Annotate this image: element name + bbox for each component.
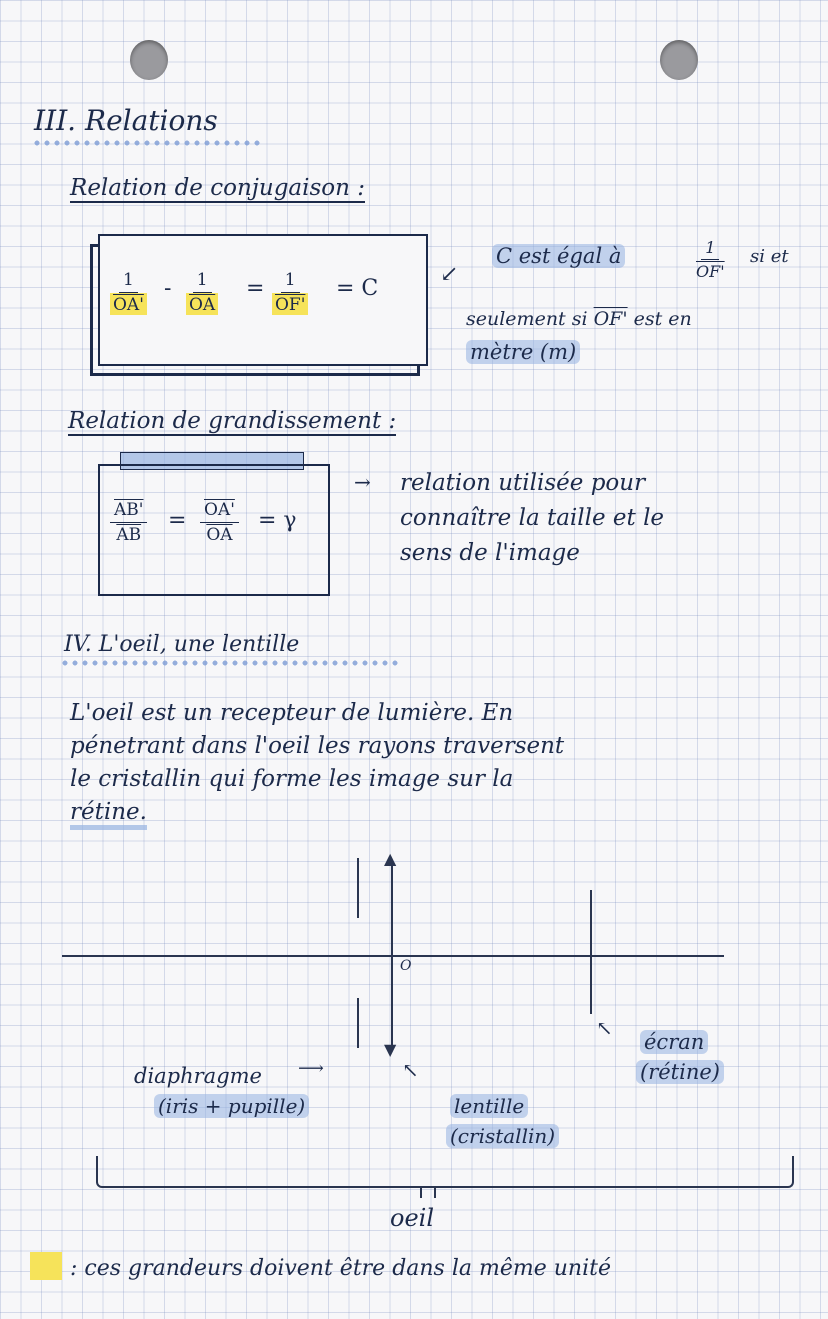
conjugation-heading: Relation de conjugaison : bbox=[70, 175, 366, 201]
conj-fraction-3: $\frac{1}{OF'}$ bbox=[272, 270, 308, 315]
eye-brace-tip bbox=[420, 1186, 436, 1198]
screen-label-2: (rétine) bbox=[636, 1060, 724, 1084]
screen-line bbox=[590, 890, 592, 1014]
conj-minus: - bbox=[164, 276, 172, 301]
lens-label-arrow: ↖ bbox=[402, 1058, 419, 1082]
grand-note-arrow: → bbox=[354, 470, 371, 494]
lens-line bbox=[391, 862, 393, 1048]
diaphragm-arrow: ⟶ bbox=[298, 1058, 324, 1079]
grand-fraction-1: $\frac{AB'}{AB}$ bbox=[110, 500, 147, 545]
grand-note-line2: connaître la taille et le bbox=[400, 505, 665, 531]
eye-brace bbox=[96, 1156, 794, 1188]
conj-fraction-1: $\frac{1}{OA'}$ bbox=[110, 270, 147, 315]
paragraph-line-4: rétine. bbox=[70, 799, 147, 825]
lens-arrow-up-icon: ▲ bbox=[384, 849, 397, 868]
conj-note-line3: mètre (m) bbox=[466, 340, 580, 364]
paragraph-line-1: L'oeil est un recepteur de lumière. En bbox=[70, 700, 514, 726]
legend-text: : ces grandeurs doivent être dans la même unité bbox=[70, 1256, 611, 1281]
eye-label: oeil bbox=[390, 1204, 435, 1232]
conj-equals-c: = C bbox=[336, 276, 379, 301]
lens-label-2: (cristallin) bbox=[446, 1124, 559, 1148]
grand-equals-gamma: = γ bbox=[258, 508, 297, 533]
grand-note-line1: relation utilisée pour bbox=[400, 470, 646, 496]
conjugation-box bbox=[98, 234, 428, 366]
diaphragm-bottom bbox=[357, 998, 359, 1048]
diaphragm-top bbox=[357, 858, 359, 918]
lens-label-1: lentille bbox=[450, 1094, 528, 1118]
grand-equals-1: = bbox=[168, 508, 187, 533]
diaphragm-label-1: diaphragme bbox=[134, 1064, 262, 1088]
legend-swatch bbox=[30, 1252, 62, 1280]
magnification-box bbox=[98, 464, 330, 596]
binder-hole-right bbox=[660, 40, 698, 80]
section-3-title: III. Relations bbox=[34, 104, 218, 137]
grand-note-line3: sens de l'image bbox=[400, 540, 580, 566]
section-4-title-dots bbox=[60, 660, 400, 666]
conj-note-fraction: $\frac{1}{OF'}$ bbox=[696, 238, 725, 281]
section-4-title: IV. L'oeil, une lentille bbox=[64, 632, 300, 657]
conj-note-line1: C est égal à bbox=[492, 244, 625, 268]
conj-note-line2: seulement si OF' est en bbox=[466, 308, 692, 330]
conj-note-line1-end: si et bbox=[750, 246, 789, 267]
title-dots bbox=[32, 140, 264, 146]
optical-center-label: O bbox=[400, 958, 412, 974]
grand-fraction-2: $\frac{OA'}{OA}$ bbox=[200, 500, 239, 545]
diaphragm-label-2: (iris + pupille) bbox=[154, 1094, 309, 1118]
magnification-heading: Relation de grandissement : bbox=[68, 408, 397, 434]
optical-axis bbox=[62, 955, 724, 957]
paragraph-line-3: le cristallin qui forme les image sur la bbox=[70, 766, 514, 792]
lens-arrow-down-icon: ▼ bbox=[384, 1040, 397, 1059]
binder-hole-left bbox=[130, 40, 168, 80]
conj-equals-1: = bbox=[246, 276, 265, 301]
screen-label-1: écran bbox=[640, 1030, 708, 1054]
screen-label-arrow: ↖ bbox=[596, 1016, 613, 1040]
conj-fraction-2: $\frac{1}{OA}$ bbox=[186, 270, 218, 315]
conj-note-arrow: ↙ bbox=[440, 262, 459, 287]
paragraph-line-2: pénetrant dans l'oeil les rayons traversent bbox=[70, 733, 565, 759]
